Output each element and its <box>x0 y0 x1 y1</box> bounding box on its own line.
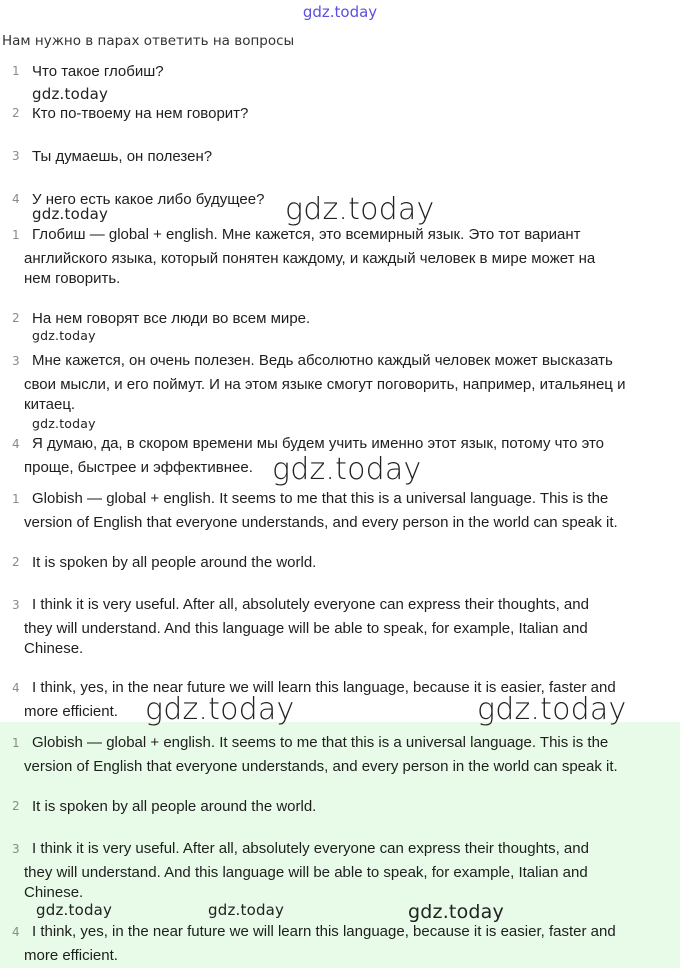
answer-text <box>24 837 680 905</box>
item-number: 3 <box>12 149 20 163</box>
watermark: gdz.today <box>32 205 109 223</box>
answer-line: Chinese. <box>24 884 84 901</box>
answer-line: Я думаю, да, в скором времени мы будем учить именно этот язык, потому что это <box>32 435 604 452</box>
answer-en-item <box>0 491 680 535</box>
answer-line: английского языка, который понятен каждому, и каждый человек в мире может на <box>24 250 596 267</box>
answer-line: Глобиш — global + english. Мне кажется, это всемирный язык. Это тот вариант <box>32 226 581 243</box>
site-title[interactable]: gdz.today <box>302 3 378 21</box>
answer-en-repeat-item <box>0 798 680 815</box>
item-number: 4 <box>12 192 20 206</box>
answer-line: more efficient. <box>24 947 118 964</box>
watermark: gdz.today <box>408 901 504 923</box>
answer-en-item <box>0 554 680 571</box>
question-item <box>0 105 680 122</box>
answer-line: version of English that everyone understands, and every person in the world can speak it. <box>24 514 618 531</box>
item-number: 4 <box>12 437 20 451</box>
answer-line: I think, yes, in the near future we will learn this language, because it is easier, faster and <box>32 679 616 696</box>
answer-line: китаец. <box>24 396 76 413</box>
watermark: gdz.today <box>285 192 435 227</box>
item-number: 4 <box>12 925 20 939</box>
item-number: 1 <box>12 736 20 750</box>
answer-line: It is spoken by all people around the world. <box>32 798 317 815</box>
answer-line: Globish — global + english. It seems to me that this is a universal language. This is the <box>32 490 609 507</box>
item-number: 1 <box>12 492 20 506</box>
answer-text <box>24 731 680 779</box>
item-number: 2 <box>12 799 20 813</box>
watermark: gdz.today <box>32 416 96 431</box>
answer-line: I think it is very useful. After all, absolutely everyone can express their thoughts, and <box>32 596 589 613</box>
watermark: gdz.today <box>272 452 422 487</box>
answer-line: проще, быстрее и эффективнее. <box>24 459 253 476</box>
question-text: Ты думаешь, он полезен? <box>32 148 213 165</box>
answer-ru-item <box>0 353 680 417</box>
answer-line: На нем говорят все люди во всем мире. <box>32 310 311 327</box>
answer-line: свои мысли, и его поймут. И на этом языке смогут поговорить, например, итальянец и <box>24 376 626 393</box>
answer-text <box>24 223 680 291</box>
item-number: 3 <box>12 842 20 856</box>
question-text: Что такое глобиш? <box>32 63 164 80</box>
question-item <box>0 63 680 80</box>
answer-line: Globish — global + english. It seems to me that this is a universal language. This is the <box>32 734 609 751</box>
answer-line: I think it is very useful. After all, absolutely everyone can express their thoughts, and <box>32 840 589 857</box>
watermark: gdz.today <box>32 85 109 103</box>
answer-ru-item <box>0 310 680 327</box>
answer-en-repeat-item <box>0 841 680 905</box>
item-number: 4 <box>12 681 20 695</box>
question-item <box>0 148 680 165</box>
item-number: 3 <box>12 354 20 368</box>
item-number: 1 <box>12 64 20 78</box>
item-number: 2 <box>12 311 20 325</box>
answer-line: they will understand. And this language will be able to speak, for example, Italian and <box>24 620 588 637</box>
watermark: gdz.today <box>477 692 627 727</box>
answer-line: version of English that everyone understands, and every person in the world can speak it. <box>24 758 618 775</box>
answer-text <box>24 487 680 535</box>
answer-line: нем говорить. <box>24 270 121 287</box>
question-text: Кто по-твоему на нем говорит? <box>32 105 249 122</box>
answer-ru-item <box>0 227 680 291</box>
answer-text <box>24 349 680 417</box>
item-number: 1 <box>12 228 20 242</box>
answer-text <box>24 593 680 661</box>
answer-line: more efficient. <box>24 703 118 720</box>
answer-en-item <box>0 597 680 661</box>
answer-line: Chinese. <box>24 640 84 657</box>
watermark: gdz.today <box>208 901 285 919</box>
answer-line: I think, yes, in the near future we will learn this language, because it is easier, faster and <box>32 923 616 940</box>
answer-line: they will understand. And this language will be able to speak, for example, Italian and <box>24 864 588 881</box>
question-text: У него есть какое либо будущее? <box>32 191 265 208</box>
answer-en-repeat-item <box>0 735 680 779</box>
item-number: 2 <box>12 555 20 569</box>
answer-text <box>24 920 680 968</box>
item-number: 2 <box>12 106 20 120</box>
watermark: gdz.today <box>145 692 295 727</box>
watermark: gdz.today <box>32 328 96 343</box>
item-number: 3 <box>12 598 20 612</box>
answer-line: It is spoken by all people around the world. <box>32 554 317 571</box>
answer-line: Мне кажется, он очень полезен. Ведь абсолютно каждый человек может высказать <box>32 352 613 369</box>
page-heading: Нам нужно в парах ответить на вопросы <box>2 33 295 49</box>
watermark: gdz.today <box>36 901 113 919</box>
answer-en-repeat-item <box>0 924 680 968</box>
